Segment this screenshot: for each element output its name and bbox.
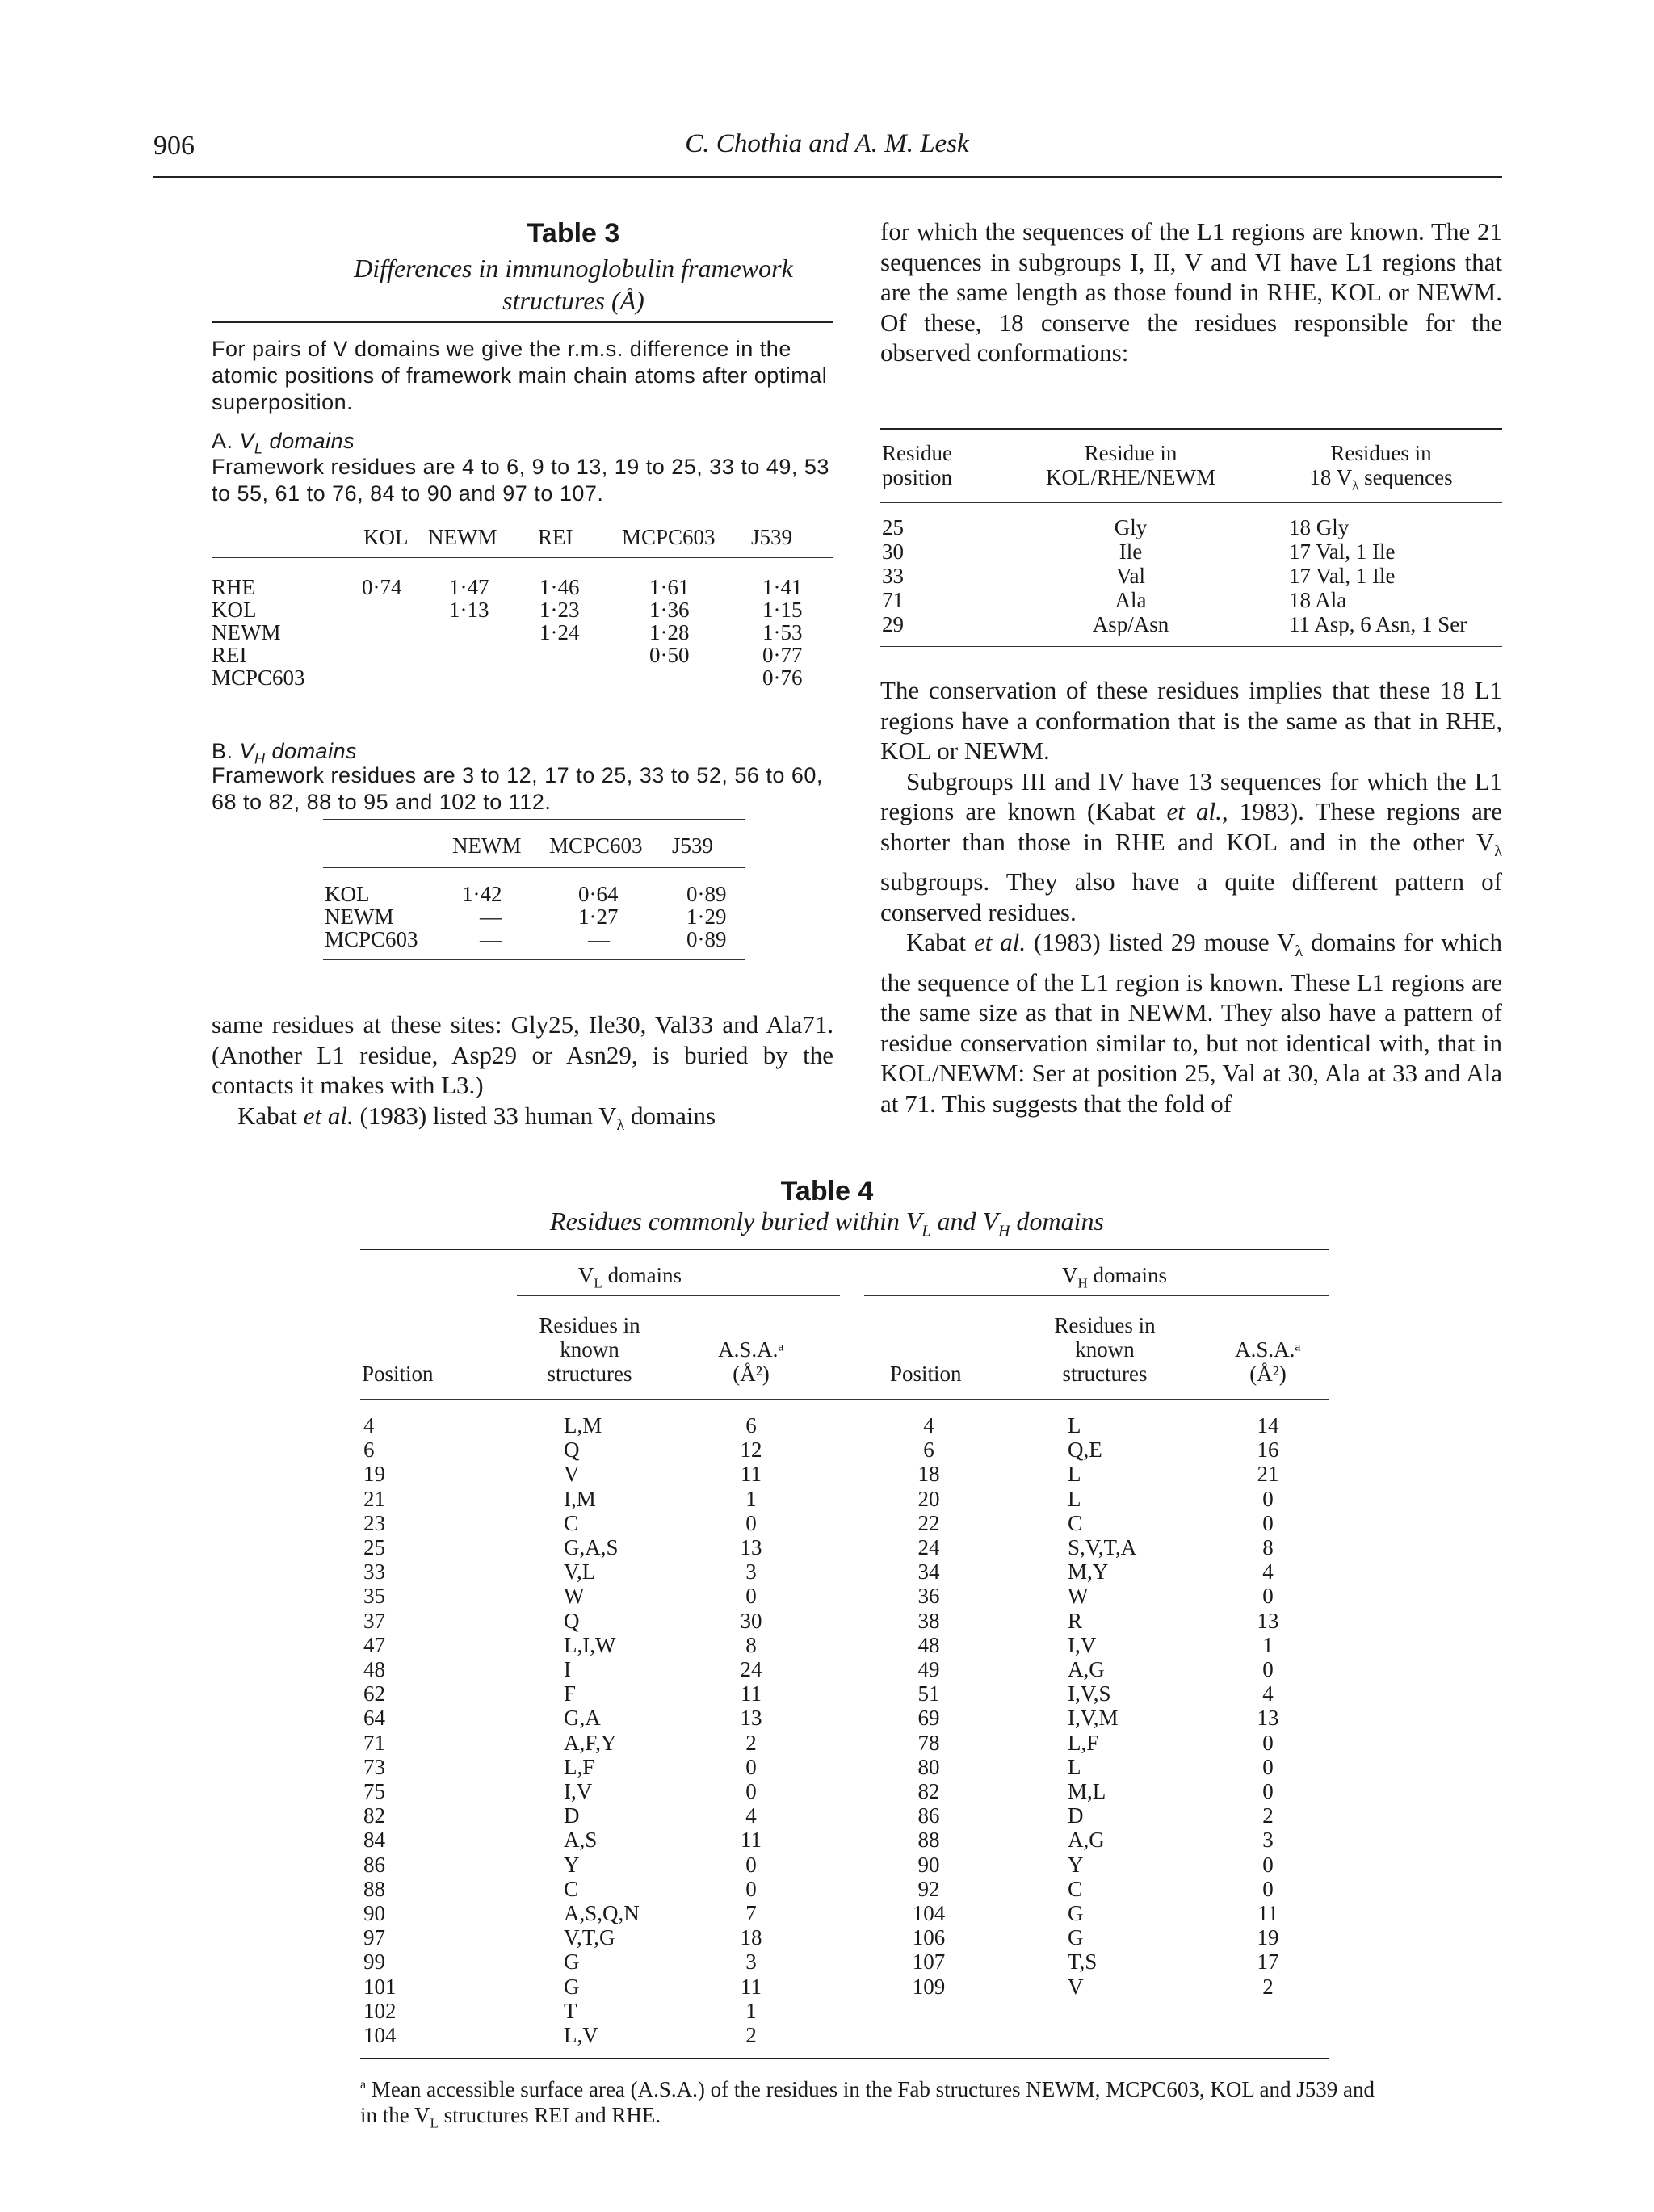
table4-vh-asa: 14 16 21 0 0 8 4 0 13 1 0 4 13 0 0 0 2 3 0 0 11 19 17 2 — [1257, 1413, 1279, 1999]
row-label: NEWM — [325, 905, 394, 929]
residue-seq-value: 11 Asp, 6 Asn, 1 Ser — [1289, 612, 1467, 636]
cell: 1·46 — [539, 575, 580, 599]
page-number: 906 — [153, 131, 195, 161]
cell: 1·23 — [539, 598, 580, 622]
table4-top-rule — [360, 1249, 1329, 1250]
col-newm: NEWM — [428, 525, 497, 549]
row-label: REI — [212, 643, 247, 667]
cell: 1·27 — [578, 905, 619, 929]
cell: 0·89 — [686, 927, 727, 951]
table4-vl-group-rule — [517, 1295, 840, 1296]
right-body-top: for which the sequences of the L1 regions are known. The 21 sequences in subgroups I, II, V and VI have L1 regions that are the same length as those found in RHE, KOL or NEWM. Of these, 18 conserve the residues responsible for the observed conformations: — [880, 217, 1502, 367]
cell: 1·41 — [762, 575, 803, 599]
residue-table-top-rule — [880, 428, 1502, 430]
cell: 1·15 — [762, 598, 803, 622]
residue-kol-value: Ile — [1119, 539, 1143, 564]
row-label: KOL — [212, 598, 257, 622]
table4-header-rule — [360, 1399, 1329, 1400]
table4-vl-residues: L,M Q V I,M C G,A,S V,L W Q L,I,W I F G,A A,F,Y L,F I,V D A,S Y C A,S,Q,N V,T,G G G T L,V — [564, 1413, 640, 2048]
table4-vh-position-header: Position — [890, 1362, 962, 1386]
cell: 1·13 — [449, 598, 489, 622]
cell: — — [480, 927, 502, 951]
table3-section-b-text: Framework residues are 3 to 12, 17 to 25, 33 to 52, 56 to 60, 68 to 82, 88 to 95 and 102 to 112. — [212, 763, 823, 814]
table3-note: For pairs of V domains we give the r.m.s. difference in the atomic positions of framework main chain atoms after optimal superposition. — [212, 337, 828, 414]
residue-kol-value: Gly — [1114, 515, 1148, 539]
col-mcpc603: MCPC603 — [622, 525, 716, 549]
table4-vh-group-rule — [864, 1295, 1329, 1296]
row-label: NEWM — [212, 620, 281, 644]
running-head: C. Chothia and A. M. Lesk — [685, 129, 969, 158]
cell: 0·74 — [362, 575, 402, 599]
table4-vl-group: $V_L$ domains — [577, 1263, 682, 1291]
residue-seq-value: 18 Ala — [1289, 588, 1347, 612]
residue-kol-value: Ala — [1115, 588, 1147, 612]
table4-vl-position-header: Position — [362, 1362, 434, 1386]
col-newm: NEWM — [452, 833, 522, 858]
residue-kol — [1010, 515, 1252, 636]
cell: — — [480, 905, 502, 929]
residue-positions — [882, 515, 904, 636]
right-paragraph-4: Kabat et al. (1983) listed 29 mouse $V_\lambda$ domains for which the sequence of the L1 region is known. These L1 regions are the same size as that in NEWM. They also have a pattern of residue conservation similar to, but not identical with, that in KOL/NEWM: Ser at position 25, Val at 30, Ala at 33 and Ala at 71. This suggests that the fold of — [880, 928, 1502, 1118]
col-j539: J539 — [672, 833, 714, 858]
table4-footnote: $^a$ Mean accessible surface area (A.S.A.) of the residues in the Fab structures NEWM, MCPC603, KOL and J539 and in the $V_L$ structures REI and RHE. — [360, 2077, 1375, 2131]
left-paragraph-2: Kabat et al. (1983) listed 33 human $V_\lambda$ domains — [237, 1101, 716, 1134]
row-label: KOL — [325, 882, 370, 906]
cell: 1·61 — [649, 575, 690, 599]
row-label: MCPC603 — [212, 665, 305, 690]
table4-title: Table 4 — [780, 1176, 874, 1207]
right-paragraph-2: The conservation of these residues implies that these 18 L1 regions have a conformation that is the same as that in RHE, KOL or NEWM. — [880, 676, 1502, 765]
right-paragraph-3: Subgroups III and IV have 13 sequences for which the L1 regions are known (Kabat et al., 1983). These regions are shorter than those in RHE and KOL and in the other $V_\lambda$ subgroups. They also have a quite different pattern of conserved residues. — [880, 766, 1502, 926]
residue-seq-value: 17 Val, 1 Ile — [1289, 539, 1396, 564]
col-mcpc603: MCPC603 — [549, 833, 643, 858]
table3-subtitle-line1: Differences in immunoglobulin framework — [354, 254, 793, 283]
table4-vh-group: $V_H$ domains — [1061, 1263, 1168, 1291]
cell: 1·47 — [449, 575, 489, 599]
cell: 1·42 — [462, 882, 502, 906]
residue-seq-value: 17 Val, 1 Ile — [1289, 564, 1396, 588]
residue-header-seq — [1276, 441, 1486, 497]
residue-table-mid-rule — [880, 502, 1502, 503]
col-rei: REI — [538, 525, 573, 549]
table4-vl-residues-header: Residues in known structures — [539, 1313, 640, 1386]
row-label: RHE — [212, 575, 255, 599]
row-label: MCPC603 — [325, 927, 418, 951]
residue-header-seq-line1: Residues in — [1330, 441, 1432, 465]
residue-header-kol — [1010, 441, 1252, 489]
table4-bottom-rule — [360, 2058, 1329, 2059]
table3-b-rule-bottom — [323, 959, 745, 960]
residue-header-position-line2: position — [882, 465, 953, 489]
cell: 1·24 — [539, 620, 580, 644]
table3-title: Table 3 — [527, 218, 620, 249]
residue-kol-value: Val — [1116, 564, 1145, 588]
left-paragraph-1: same residues at these sites: Gly25, Ile30, Val33 and Ala71. (Another L1 residue, Asp29 or Asn29, is buried by the contacts it makes with L3.) — [212, 1010, 833, 1099]
table3-section-b-title: B. $V_H$ domains — [212, 739, 358, 767]
left-body — [212, 1009, 833, 1140]
residue-header-position-line1: Residue — [882, 441, 952, 465]
table4-vh-residues: L Q,E L L C S,V,T,A M,Y W R I,V A,G I,V,S I,V,M L,F L M,L D A,G Y C G G T,S V — [1068, 1413, 1137, 1999]
table3-b-rule-mid — [323, 867, 745, 868]
cell: 1·28 — [649, 620, 690, 644]
table4-vh-asa-header: A.S.A.ᵃ (Å²) — [1235, 1337, 1301, 1386]
right-body-bottom — [880, 675, 1502, 1119]
residue-pos: 71 — [882, 588, 904, 612]
col-j539: J539 — [751, 525, 793, 549]
table4-vl-asa: 6 12 11 1 0 13 3 0 30 8 24 11 13 2 0 0 4 11 0 0 7 18 3 11 1 2 — [740, 1413, 762, 2048]
cell: 1·36 — [649, 598, 690, 622]
table4-vh-positions: 4 6 18 20 22 24 34 36 38 48 49 51 69 78 80 82 86 88 90 92 104 106 107 109 — [912, 1413, 946, 1999]
cell: — — [588, 927, 610, 951]
residue-pos: 30 — [882, 539, 904, 564]
residue-pos: 29 — [882, 612, 904, 636]
table3-subtitle-line2: structures (Å) — [502, 286, 644, 315]
cell: 0·64 — [578, 882, 619, 906]
table3-section-a-title: A. $V_L$ domains — [212, 429, 355, 457]
table3-section-a-text: Framework residues are 4 to 6, 9 to 13, 19 to 25, 33 to 49, 53 to 55, 61 to 76, 84 to 90 and 97 to 107. — [212, 455, 829, 506]
table3-b-rule-top — [323, 819, 745, 820]
residue-seq — [1289, 515, 1467, 636]
cell: 0·77 — [762, 643, 803, 667]
cell: 0·76 — [762, 665, 803, 690]
residue-header-seq-line2: 18 $V_\lambda$ sequences — [1309, 465, 1453, 493]
table3-top-rule — [212, 321, 833, 323]
residue-header-position — [882, 441, 952, 489]
table4-vl-positions: 4 6 19 21 23 25 33 35 37 47 48 62 64 71 73 75 82 84 86 88 90 97 99 101 102 104 — [363, 1413, 397, 2048]
header-rule — [153, 176, 1502, 178]
residue-table-bottom-rule — [880, 646, 1502, 647]
table4-vl-asa-header: A.S.A.ᵃ (Å²) — [718, 1337, 784, 1386]
residue-seq-value: 18 Gly — [1289, 515, 1350, 539]
cell: 1·29 — [686, 905, 727, 929]
cell: 0·50 — [649, 643, 690, 667]
residue-pos: 33 — [882, 564, 904, 588]
table4-vh-residues-header: Residues in known structures — [1054, 1313, 1156, 1386]
residue-kol-value: Asp/Asn — [1092, 612, 1169, 636]
table4-subtitle: Residues commonly buried within $V_L$ and $V_H$ domains — [550, 1207, 1104, 1240]
table3-a-rule-mid — [212, 557, 833, 558]
residue-header-kol-line1: Residue in — [1084, 441, 1178, 465]
col-kol: KOL — [363, 525, 409, 549]
cell: 0·89 — [686, 882, 727, 906]
cell: 1·53 — [762, 620, 803, 644]
residue-header-kol-line2: KOL/RHE/NEWM — [1046, 465, 1215, 489]
residue-pos: 25 — [882, 515, 904, 539]
